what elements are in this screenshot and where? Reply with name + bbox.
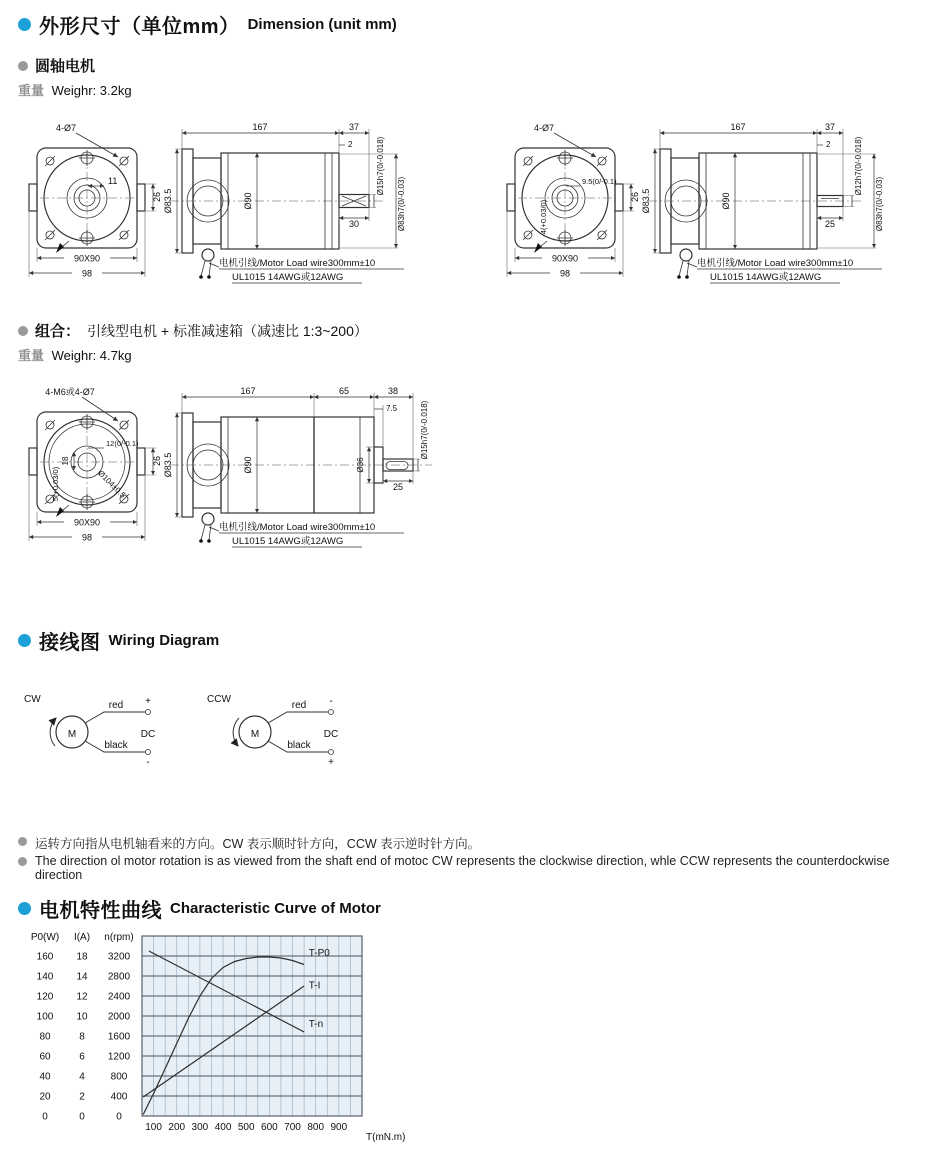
combo-heading-desc: 引线型电机 + 标准减速箱（减速比 1:3~200）	[87, 322, 368, 339]
dim-step: 7.5	[386, 404, 398, 413]
y-tick-label: 0	[116, 1111, 122, 1123]
y-tick-label: 18	[76, 951, 88, 963]
wiring-heading-en: Wiring Diagram	[108, 632, 220, 649]
series-label-T-I: T-I	[308, 980, 321, 992]
dim-key-len: 25	[824, 219, 836, 229]
dc-supply-label: DC	[140, 729, 156, 740]
wiring-ccw-circuit	[207, 694, 338, 768]
minus-terminal-label: -	[329, 696, 333, 707]
gearmotor-front-view	[29, 386, 162, 543]
red-wire-label: red	[108, 700, 124, 711]
motor1-front-dimensions	[29, 123, 162, 279]
wiring-cw-circuit	[24, 694, 155, 768]
page-title-zh: 外形尺寸（单位mm）	[39, 16, 240, 38]
y-tick-label: 100	[36, 1011, 54, 1023]
x-tick-label: 600	[261, 1122, 278, 1133]
y-tick-label: 800	[110, 1071, 128, 1083]
x-tick-label: 800	[307, 1122, 325, 1133]
y-tick-label: 6	[79, 1051, 85, 1063]
wire-note-line2: UL1015 14AWG或12AWG	[232, 536, 344, 547]
dim-shaft-len: 37	[348, 122, 360, 132]
blue-bullet-icon	[18, 902, 31, 915]
y-tick-label: 3200	[107, 951, 131, 963]
y-tick-label: 8	[79, 1031, 85, 1043]
dim-body-dia: Ø90	[721, 192, 731, 210]
y-tick-label: 1600	[107, 1031, 131, 1043]
dim-key-offset: 11	[108, 176, 118, 186]
y-tick-label: 20	[39, 1091, 51, 1103]
y-tick-label: 2400	[107, 991, 131, 1003]
dim-width: 98	[81, 268, 93, 279]
ccw-rotation-arrow-icon	[233, 718, 239, 746]
motor2-dimension-drawing	[490, 116, 940, 286]
y-tick-label: 120	[36, 991, 54, 1003]
dim-shaft-dia: Ø15h7(0/-0.018)	[376, 136, 385, 196]
page-title-en: Dimension (unit mm)	[247, 16, 397, 33]
section-combo-heading	[18, 320, 368, 341]
dim-square: 90X90	[73, 517, 101, 528]
motor1-side-view	[163, 122, 406, 283]
y-axis-header: n(rpm)	[104, 932, 134, 943]
round-shaft-weight	[18, 80, 132, 99]
plot-background	[142, 936, 362, 1116]
y-tick-label: 160	[36, 951, 54, 963]
motor2-side-view	[641, 122, 884, 283]
dim-width: 98	[81, 532, 93, 543]
note-zh-text: 运转方向指从电机轴看来的方向。CW 表示顺时针方向，CCW 表示逆时针方向。	[35, 837, 481, 851]
round-shaft-heading-text: 圆轴电机	[35, 58, 96, 75]
wire-note-line1: 电机引线/Motor Load wire300mm±10	[219, 522, 376, 533]
dim-square: 90X90	[73, 253, 101, 264]
x-tick-label: 100	[145, 1122, 162, 1133]
wiring-heading-zh: 接线图	[39, 632, 101, 654]
curve-heading-en: Characteristic Curve of Motor	[170, 900, 381, 917]
dim-body-len: 167	[730, 122, 746, 132]
gray-bullet-icon	[18, 837, 27, 846]
motor2-front-view	[507, 123, 640, 279]
cw-direction-label: CW	[24, 694, 41, 705]
dim-key-w: 12(0/-0.1)	[106, 439, 139, 448]
x-axis-label: T(mN.m)	[366, 1132, 406, 1143]
dim-shaft-dia: Ø12h7(0/-0.018)	[854, 136, 863, 196]
gray-bullet-icon	[18, 326, 28, 336]
note-zh	[18, 834, 938, 852]
dim-square: 90X90	[551, 253, 579, 264]
y-tick-label: 40	[39, 1071, 51, 1083]
note-en-text: The direction ol motor rotation is as viewed from the shaft end of motoc CW represents the clockwise direction, whle CCW represents the counterdockwise direction	[35, 854, 890, 882]
black-wire-label: black	[104, 740, 128, 751]
dim-spigot-dia: Ø83h7(0/-0.03)	[397, 176, 406, 232]
dim-holes: 4-Ø7	[533, 123, 555, 133]
motor1-front-view	[29, 123, 162, 279]
dim-pilot-dia: Ø104±0.5	[96, 468, 128, 500]
wire-note-line1: 电机引线/Motor Load wire300mm±10	[219, 258, 376, 269]
ccw-direction-label: CCW	[207, 694, 231, 705]
dim-step: 2	[348, 140, 353, 149]
dc-supply-label: DC	[323, 729, 339, 740]
dim-body-len: 167	[252, 122, 268, 132]
series-label-T-n: T-n	[308, 1019, 324, 1030]
x-tick-label: 400	[214, 1122, 232, 1133]
cw-rotation-arrow-icon	[50, 718, 56, 746]
dim-key-len: 30	[348, 219, 360, 229]
y-tick-label: 1200	[107, 1051, 131, 1063]
dim-front-dia: Ø83.5	[163, 452, 173, 478]
dim-step: 2	[826, 140, 831, 149]
y-tick-label: 2000	[107, 1011, 131, 1023]
x-tick-label: 200	[168, 1122, 186, 1133]
dim-body-dia: Ø90	[243, 456, 253, 474]
section-curve-heading	[18, 894, 381, 923]
y-tick-label: 400	[110, 1091, 128, 1103]
curve-heading-zh: 电机特性曲线	[39, 900, 162, 922]
motor2-side-dimensions	[641, 122, 884, 283]
red-wire-label: red	[291, 700, 307, 711]
x-tick-label: 900	[330, 1122, 348, 1133]
plus-terminal-label: +	[145, 696, 151, 707]
wire-note-line2: UL1015 14AWG或12AWG	[710, 272, 822, 283]
dim-tab: 26	[152, 191, 162, 203]
y-tick-label: 0	[79, 1111, 85, 1123]
wire-note-line2: UL1015 14AWG或12AWG	[232, 272, 344, 283]
dim-front-dia: Ø83.5	[163, 188, 173, 214]
x-tick-label: 300	[191, 1122, 209, 1133]
y-tick-label: 60	[39, 1051, 51, 1063]
dim-shaft-dia: Ø15h7(0/-0.018)	[420, 400, 429, 460]
dim-shaft-len: 37	[824, 122, 836, 132]
series-label-T-P0: T-P0	[308, 948, 330, 959]
combo-heading-zh: 组合：	[35, 323, 81, 340]
combo-weight	[18, 345, 132, 364]
gearmotor-dimension-drawing	[12, 380, 492, 552]
dim-key-len: 25	[392, 482, 404, 492]
y-tick-label: 140	[36, 971, 54, 983]
note-en	[18, 854, 938, 882]
x-tick-label: 500	[237, 1122, 255, 1133]
y-tick-label: 12	[76, 991, 88, 1003]
dim-key-d: 4(+0.03/0)	[539, 199, 548, 235]
page-title	[18, 10, 397, 39]
y-tick-label: 80	[39, 1031, 51, 1043]
dim-tab: 26	[152, 455, 162, 467]
blue-bullet-icon	[18, 634, 31, 647]
dim-holes: 4-Ø7	[55, 123, 77, 133]
weight-label-zh: 重量	[18, 348, 45, 363]
dim-key-d: 5(+0.03/0)	[51, 466, 60, 502]
y-tick-label: 0	[42, 1111, 48, 1123]
y-tick-label: 2800	[107, 971, 131, 983]
blue-bullet-icon	[18, 18, 31, 31]
y-tick-label: 2	[79, 1091, 85, 1103]
dim-key-w: 9.5(0/-0.1)	[582, 177, 617, 186]
gray-bullet-icon	[18, 857, 27, 866]
y-axis-header: I(A)	[73, 932, 91, 943]
dim-motor-len: 167	[240, 386, 256, 396]
section-round-shaft-heading	[18, 55, 95, 76]
x-tick-label: 700	[284, 1122, 301, 1133]
gearmotor-side-view	[163, 386, 432, 547]
section-wiring-heading	[18, 626, 219, 655]
motor2-front-dimensions	[507, 123, 640, 279]
gray-bullet-icon	[18, 61, 28, 71]
dim-spigot-dia: Ø83h7(0/-0.03)	[875, 176, 884, 232]
y-axis-header: P0(W)	[30, 932, 60, 943]
motor-symbol: M	[67, 729, 77, 740]
dim-center-h: 18	[61, 456, 70, 466]
plus-terminal-label: +	[328, 757, 334, 768]
y-tick-label: 4	[79, 1071, 85, 1083]
dim-width: 98	[559, 268, 571, 279]
dim-hub-dia: Ø36	[356, 457, 365, 473]
black-wire-label: black	[287, 740, 311, 751]
dim-gearbox-len: 65	[338, 386, 350, 396]
dim-tab: 26	[630, 191, 640, 203]
dim-holes: 4-M6或4-Ø7	[45, 387, 95, 397]
wiring-diagram	[12, 680, 382, 792]
characteristic-curve-chart	[12, 924, 467, 1149]
motor1-dimension-drawing	[12, 116, 462, 286]
weight-label-zh: 重量	[18, 83, 45, 98]
wire-note-line1: 电机引线/Motor Load wire300mm±10	[697, 258, 854, 269]
y-tick-label: 10	[76, 1011, 88, 1023]
dim-shaft-len: 38	[387, 386, 399, 396]
weight-value: Weighr: 4.7kg	[51, 348, 132, 363]
minus-terminal-label: -	[146, 757, 150, 768]
y-tick-label: 14	[76, 971, 88, 983]
dim-body-dia: Ø90	[243, 192, 253, 210]
weight-value: Weighr: 3.2kg	[51, 83, 132, 98]
dim-front-dia: Ø83.5	[641, 188, 651, 214]
motor-symbol: M	[250, 729, 260, 740]
